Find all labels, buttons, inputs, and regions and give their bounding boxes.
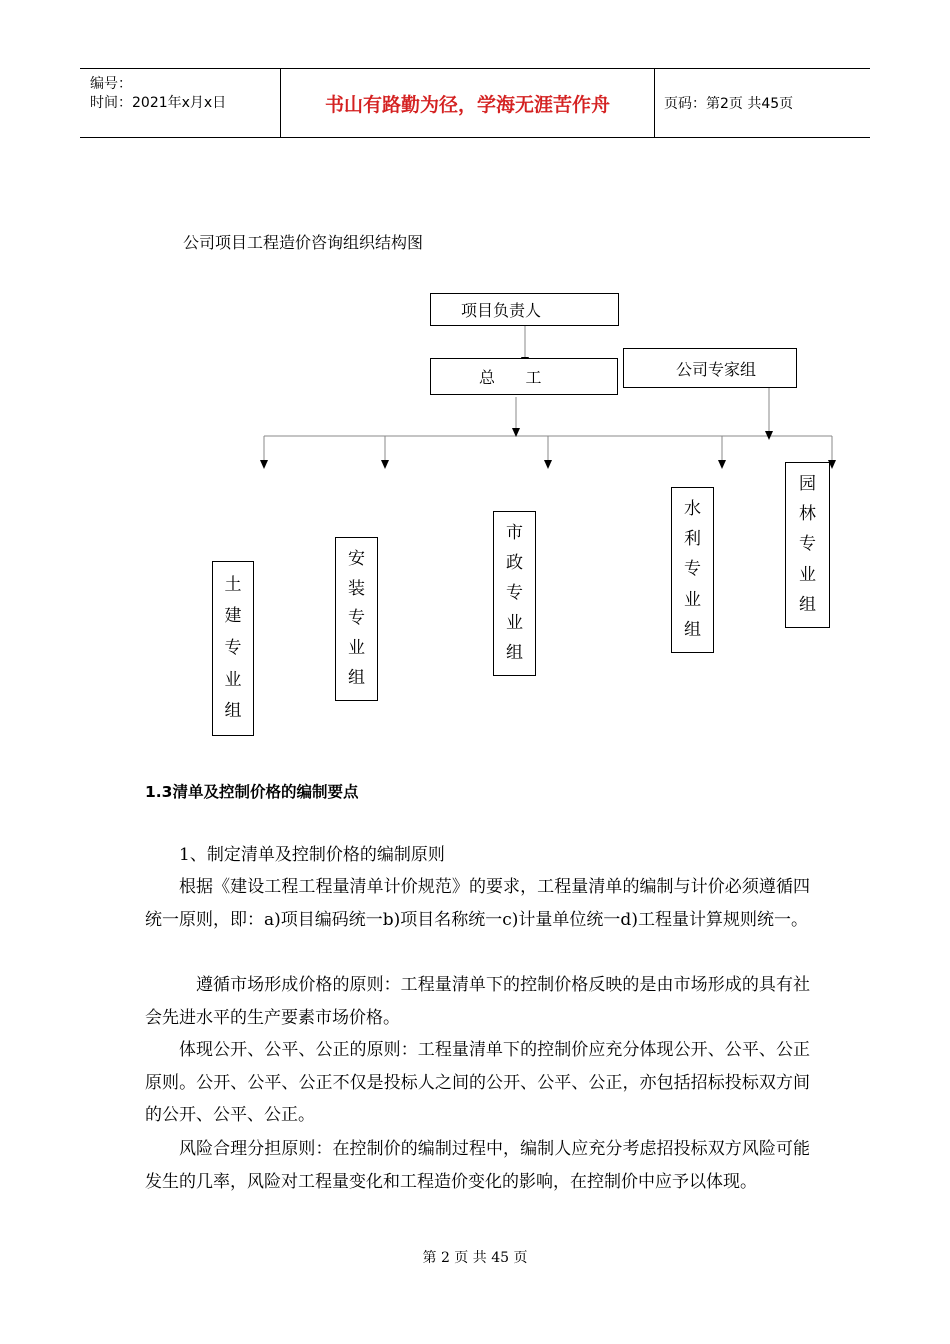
arrow-group-3 [544, 460, 552, 469]
group-char: 专 [224, 637, 242, 658]
section-subheading: 1、制定清单及控制价格的编制原则 [179, 845, 445, 865]
group-char: 组 [348, 668, 365, 689]
group-char: 组 [224, 701, 242, 722]
group-char: 专 [799, 534, 816, 555]
diagram-title: 公司项目工程造价咨询组织结构图 [183, 233, 424, 252]
group-char: 建 [224, 606, 242, 627]
group-char: 组 [506, 643, 523, 663]
group-char: 市 [506, 523, 523, 543]
group-char: 组 [684, 619, 701, 640]
arrow-group-2 [381, 460, 389, 469]
group-char: 林 [799, 504, 816, 525]
group-box-water [671, 487, 714, 653]
project-leader-label: 项目负责人 [461, 301, 542, 320]
arrow-group-4 [718, 460, 726, 469]
arrow-group-1 [260, 460, 268, 469]
group-char: 土 [224, 574, 242, 595]
number-label: 编号： [90, 76, 132, 92]
paragraph: 风险合理分担原则：在控制价的编制过程中，编制人应充分考虑招投标双方风险可能发生的几率，风险对工程量变化和工程造价变化的影响，在控制价中应予以体现。 [145, 1139, 810, 1192]
group-char: 专 [348, 608, 365, 629]
group-char: 专 [506, 583, 523, 603]
group-char: 专 [684, 559, 701, 580]
group-box-municipal [493, 511, 536, 676]
group-box-installation [335, 537, 378, 701]
group-box-landscape [785, 462, 830, 628]
group-char: 装 [348, 578, 365, 599]
paragraph: 体现公开、公平、公正的原则：工程量清单下的控制价应充分体现公开、公平、公正原则。公开、公平、公正不仅是投标人之间的公开、公平、公正，亦包括招标投标双方间的公开、公平、公正。 [145, 1040, 810, 1125]
group-char: 安 [348, 548, 365, 569]
paragraph: 根据《建设工程工程量清单计价规范》的要求，工程量清单的编制与计价必须遵循四统一原则，即：a)项目编码统一b)项目名称统一c)计量单位统一d)工程量计算规则统一。 [145, 877, 810, 930]
group-box-civil [212, 561, 254, 736]
group-char: 业 [799, 564, 816, 585]
header-motto: 书山有路勤为径，学海无涯苦作舟 [280, 69, 655, 137]
chief-engineer-box [430, 358, 618, 395]
paragraph: 遵循市场形成价格的原则：工程量清单下的控制价格反映的是由市场形成的具有社会先进水平的生产要素市场价格。 [145, 975, 810, 1028]
group-char: 组 [799, 594, 816, 615]
group-char: 政 [506, 553, 523, 573]
expert-group-label: 公司专家组 [676, 359, 757, 379]
expert-group-box [623, 348, 797, 388]
group-char: 水 [684, 499, 701, 520]
section-heading: 1.3清单及控制价格的编制要点 [145, 783, 359, 801]
group-char: 业 [506, 613, 523, 633]
group-char: 业 [224, 669, 242, 690]
group-char: 利 [684, 529, 701, 550]
header-page-info: 页码：第2页 共45页 [664, 96, 794, 112]
page-footer: 第 2 页 共 45 页 [422, 1250, 528, 1266]
time-label: 时间：2021年x月x日 [90, 95, 227, 111]
group-char: 业 [348, 638, 365, 659]
group-char: 业 [684, 589, 701, 610]
group-char: 园 [799, 474, 816, 495]
project-leader-box [430, 293, 619, 326]
chief-engineer-label: 总 工 [479, 368, 542, 387]
